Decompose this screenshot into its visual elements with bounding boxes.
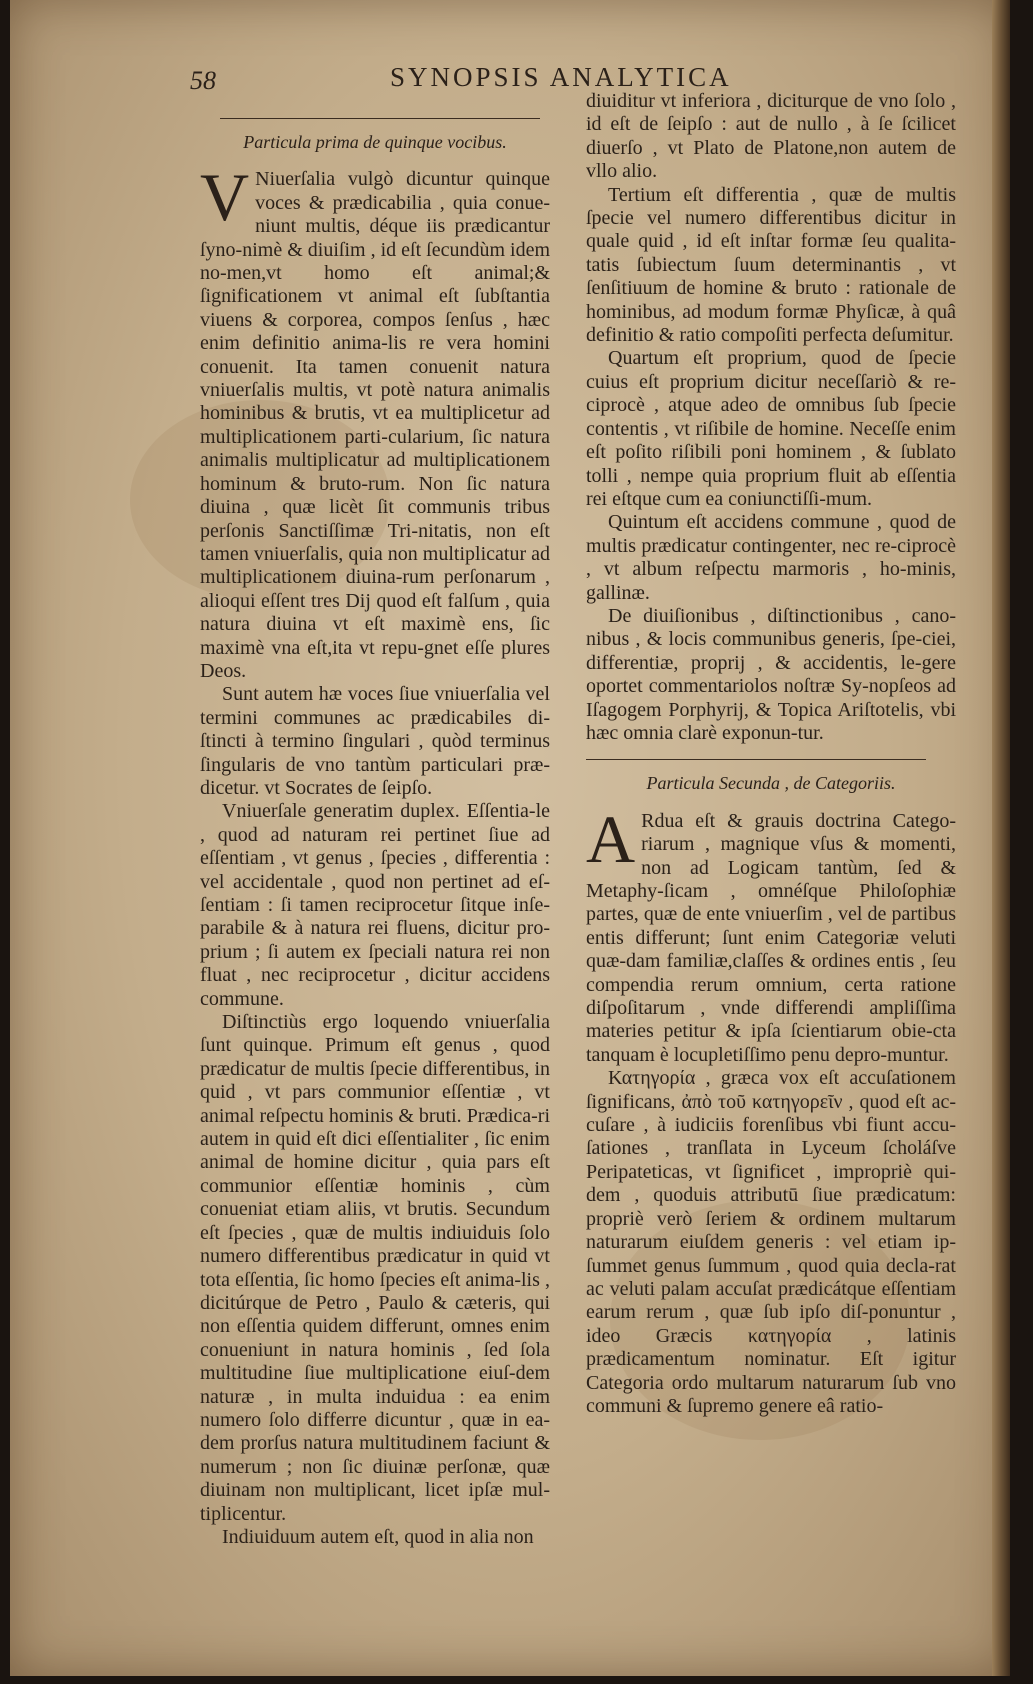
section-rule [220, 118, 540, 119]
paragraph [586, 800, 956, 1067]
book-page [10, 0, 1010, 1676]
book-binding-edge [992, 0, 1010, 1676]
left-column [200, 90, 550, 1549]
paragraph: Tertium eſt differentia , quæ de multis ſpecie vel numero differentibus dicitur in quale quid , id eſt inſtar formæ ſeu qualita-tatis ſubiectum ſuum determinantis , vt ſenſitiuum de homine & bruto : rationale de hominibus, ad modum formæ Phyſicæ, à quâ definitio & ratio compoſiti perfecta deſumitur. [586, 183, 956, 347]
paragraph: Sunt autem hæ voces ſiue vniuerſalia vel termini communes ac prædicabiles di-ſtincti à termino ſingulari , quòd terminus ſingularis de vno tantùm particulari præ-dicetur. vt Socrates de ſeipſo. [200, 683, 550, 799]
paragraph: diuiditur vt inferiora , diciturque de vno ſolo , id eſt de ſeipſo : aut de nullo , à ſe ſcilicet diuerſo , vt Plato de Platone,non autem de vllo alio. [586, 90, 956, 183]
paragraph: Diſtinctiùs ergo loquendo vniuerſalia ſunt quinque. Primum eſt genus , quod prædicatur de multis ſpecie differentibus, in quid , vt pars communior eſſentiæ , vt animal reſpectu hominis & bruti. Prædica-ri autem in quid eſt dici eſſentialiter , ſic enim animal de homine dicitur , quia pars eſt communior eſſentiæ hominis , cùm conueniat etiam aliis, vt brutis. Secundum eſt ſpecies , quæ de multis indiuiduis ſolo numero differentibus prædicatur in quid vt tota eſſentia, ſic homo ſpecies eſt anima-lis , dicitúrque de Petro , Paulo & cæteris, qui non eſſentia quidem differunt, omnes enim conueniunt in natura hominis , ſed ſola multitudine ſiue multiplicatione eiuſ-dem naturæ , in multa induidua : ea enim numero ſolo differre dicuntur , quæ in ea-dem prorſus natura multitudinem faciunt & numerum ; non ſic diuinæ perſonæ, quæ diuinam non multiplicant, licet ipſæ mul-tiplicentur. [200, 1011, 550, 1525]
section-heading: Particula Secunda , de Categoriis. [646, 773, 896, 794]
drop-capital: V [200, 159, 250, 236]
drop-capital: A [586, 800, 636, 877]
paragraph: Quartum eſt proprium, quod de ſpecie cuius eſt proprium dicitur neceſſariò & re-ciprocè , atque adeo de omnibus ſub ſpecie contentis , vt riſibile de homine. Neceſſe enim eſt poſito riſibili poni hominem , & ſublato tolli , nempe quia proprium fluit ab eſſentia rei eſtque cum ea coniunctiſſi-mum. [586, 347, 956, 510]
paragraph: Κατηγορία , græca vox eſt accuſationem ſignificans, ἀπὸ τοῦ κατηγορεῖν , quod eſt ac-cuſare , à iudiciis forenſibus vbi fiunt accu-ſationes , tranſlata in Lyceum ſcholáſve Peripateticas, vt ſignificet , impropriè qui-dem , quoduis attributū ſiue prædicatum: propriè verò ſeriem & ordinem multarum naturarum eiuſdem generis : vel etiam ip-ſummet genus ſummum , quod quia decla-rat ac veluti palam accuſat prædicátque eſſentiam earum rerum , quæ ſub ipſo diſ-ponuntur , ideo Græcis κατηγορία , latinis prædicamentum nominatur. Eſt igitur Categoria ordo multarum naturarum ſub vno communi & ſupremo genere eâ ratio- [586, 1067, 956, 1417]
paragraph: Vniuerſale generatim duplex. Eſſentia-le , quod ad naturam rei pertinet ſiue ad eſſentiam , vt genus , ſpecies , differentia : vel accidentale , quod non pertinet ad eſ-ſentiam : ſi tamen reciprocetur ſitque inſe-parabile & à natura rei fluens, dicitur pro-prium ; ſi autem ex ſpeciali natura rei non fluat , nec reciprocetur , dicitur accidens commune. [200, 800, 550, 1010]
section-rule [586, 759, 926, 760]
paragraph [200, 159, 550, 683]
paragraph: Quintum eſt accidens commune , quod de multis prædicatur contingenter, nec re-ciprocè , vt album reſpectu marmoris , ho-minis, gallinæ. [586, 511, 956, 604]
paragraph: Indiuiduum autem eſt, quod in alia non [222, 1525, 534, 1548]
right-column [586, 90, 956, 1418]
paragraph-text: Rdua eſt & grauis doctrina Catego-riarum , magnique vſus & momenti, non ad Logicam tantùm, ſed & Metaphy-ſicam , omnéſque Philoſophiæ partes, quæ de ente vniuerſim , vel de partibus entis differunt; ſunt enim Categoriæ veluti quæ-dam familiæ,claſſes & ordines entis , ſeu compendia rerum omnium, certa ratione diſpoſitarum , vnde differendi ampliſſima materies petitur & ipſa ſcientiarum obie-cta tanquam è locupletiſſimo penu deprо-muntur. [586, 809, 956, 1066]
paragraph: De diuiſionibus , diſtinctionibus , cano-nibus , & locis communibus generis, ſpe-ciei, differentiæ, proprij , & accidentis, le-gere oportet commentariolos noſtræ Sy-nopſeos ad Iſagogem Porphyrij, & Topica Ariſtotelis, vbi hæc omnia clarè exponun-tur. [586, 604, 956, 744]
page-header [190, 58, 750, 94]
section-heading: Particula prima de quinque vocibus. [243, 132, 507, 152]
paragraph-text: Niuerſalia vulgò dicuntur quinque voces & prædicabilia , quia conue-niunt multis, déque iis prædicantur ſyno-nimè & diuiſim , id eſt ſecundùm idem no-men,vt homo eſt animal;& ſignificationem vt animal eſt ſubſtantia viuens & corporea, compos ſenſus , hæc enim definitio anima-lis re vera homini conuenit. Ita tamen conuenit natura vniuerſalis multis, vt potè natura animalis hominibus & brutis, vt ea multiplicetur ad multiplicationem parti-cularium, ſic natura animalis multiplicatur ad multiplicationem hominum & bruto-rum. Non ſic natura diuina , quæ licèt ſit communis tribus perſonis Sanctiſſimæ Tri-nitatis, non eſt tamen vniuerſalis, quia non multiplicatur ad multiplicationem diuina-rum perſonarum , alioqui eſſent tres Dij quod eſt falſum , quia natura diuina vt eſt maximè ens, ſic maximè vna eſt,ita vt repu-gnet eſſe plures Deos. [200, 168, 550, 682]
page-number: 58 [190, 66, 216, 95]
running-title: SYNOPSIS ANALYTICA [390, 62, 732, 92]
